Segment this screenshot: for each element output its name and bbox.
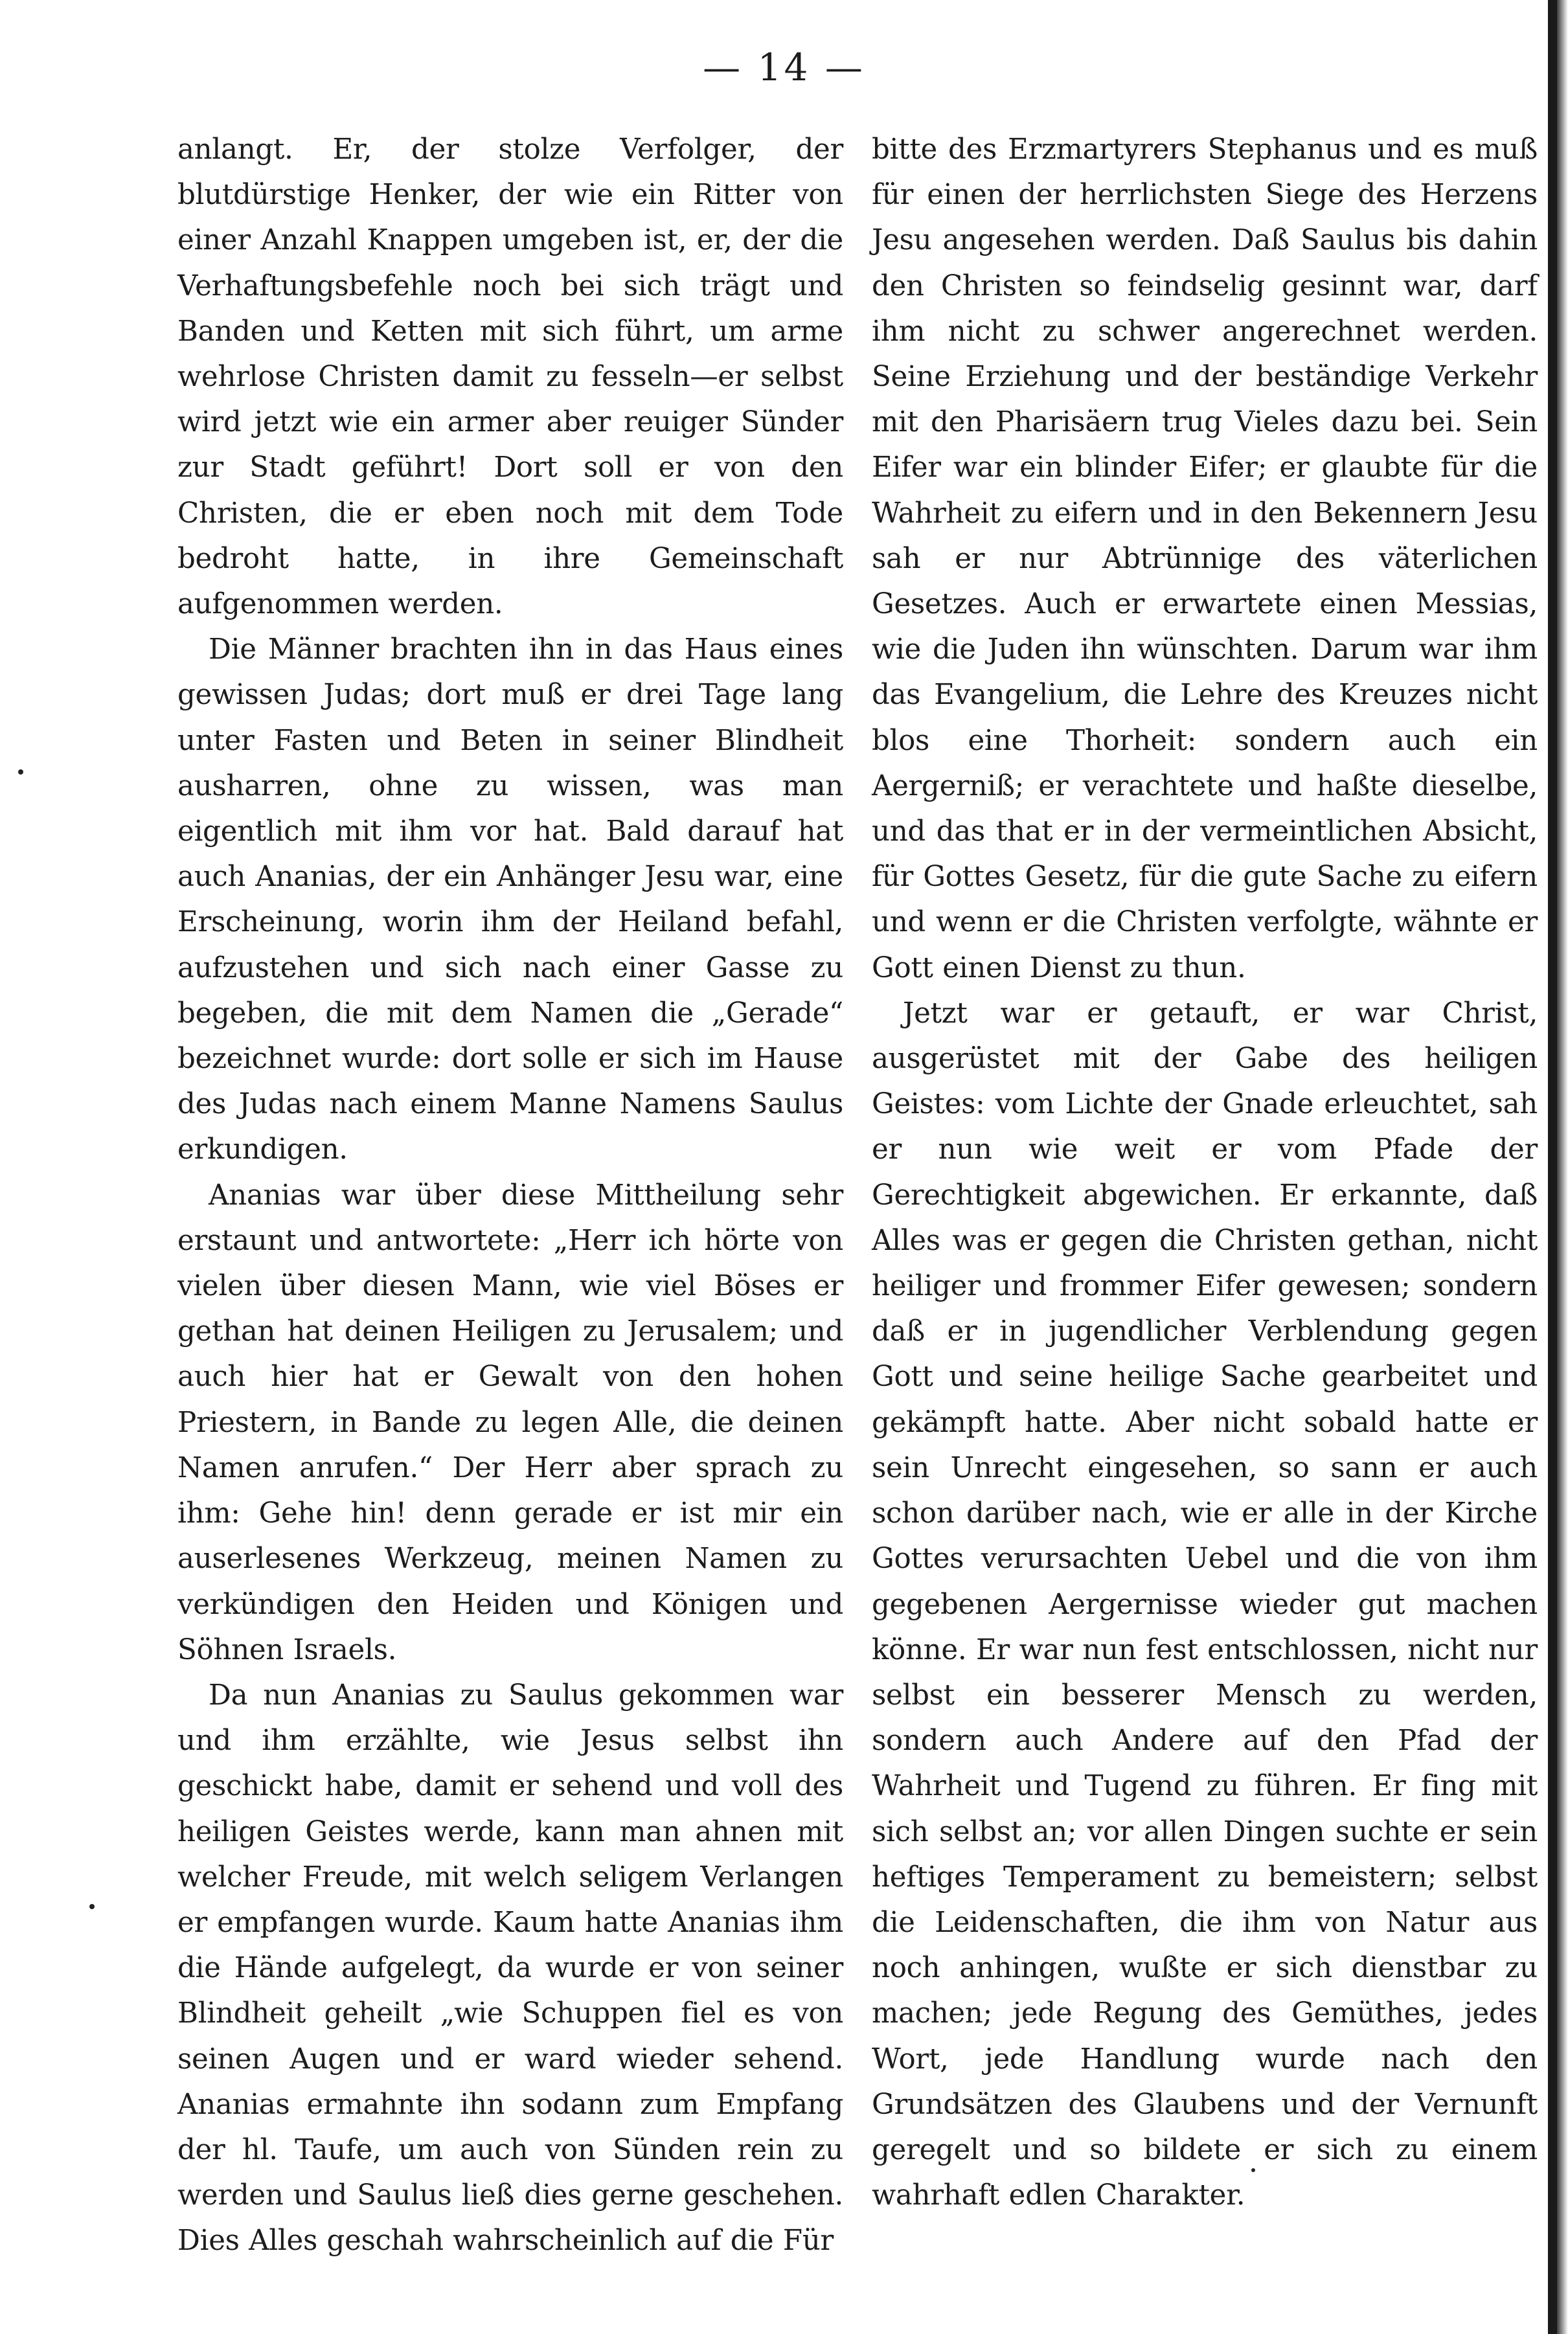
paragraph: Die Männer brachten ihn in das Haus eines gewissen Judas; dort muß er drei Tage lang unter Fasten und Beten in seiner Blindheit ausharren, ohne zu wissen, was man eigentlich mit ihm vor hat. Bald darauf hat auch Ananias, der ein Anhänger Jesu war, eine Erscheinung, worin ihm der Heiland befahl, aufzustehen und sich nach einer Gasse zu begeben, die mit dem Namen die „Gerade“ bezeichnet wurde: dort solle er sich im Hause des Judas nach einem Manne Namens Saulus erkundigen. — [177, 633, 843, 1166]
print-speck — [18, 769, 23, 775]
paragraph: Da nun Ananias zu Saulus gekommen war und ihm erzählte, wie Jesus selbst ihn geschickt habe, damit er sehend und voll des heiligen Geistes werde, kann man ahnen mit welcher Freude, mit welch seligem Verlangen er empfangen wurde. Kaum hatte Ananias ihm die Hände aufgelegt, da wurde er von seiner Blindheit geheilt „wie Schuppen fiel es von seinen Augen und er ward wieder sehend. Ananias ermahnte ihn sodann zum Empfang der hl. Taufe, um auch von Sünden rein zu werden und Saulus ließ dies gerne geschehen. Dies Alles geschah wahrscheinlich auf die Für — [177, 1679, 843, 2258]
print-speck — [1251, 2168, 1255, 2172]
binding-edge — [1548, 0, 1557, 2334]
print-speck — [89, 1904, 95, 1909]
left-column — [177, 127, 843, 2264]
binding-shadow — [1557, 0, 1568, 2334]
paragraph: bitte des Erzmartyrers Stephanus und es muß für einen der herrlichsten Siege des Herzens Jesu angesehen werden. Daß Saulus bis dahin den Christen so feindselig gesinnt war, darf ihm nicht zu schwer angerechnet werden. Seine Erziehung und der beständige Verkehr mit den Pharisäern trug Vieles dazu bei. Sein Eifer war ein blinder Eifer; er glaubte für die Wahrheit zu eifern und in den Bekennern Jesu sah er nur Abtrünnige des väterlichen Gesetzes. Auch er erwartete einen Messias, wie die Juden ihn wünschten. Darum war ihm das Evangelium, die Lehre des Kreuzes nicht blos eine Thorheit: sondern auch ein Aergerniß; er verachtete und haßte dieselbe, und das that er in der vermeintlichen Absicht, für Gottes Gesetz, für die gute Sache zu eifern und wenn er die Christen verfolgte, wähnte er Gott einen Dienst zu thun. — [872, 133, 1538, 984]
paragraph: Ananias war über diese Mittheilung sehr erstaunt und antwortete: „Herr ich hörte von vielen über diesen Mann, wie viel Böses er gethan hat deinen Heiligen zu Jerusalem; und auch hier hat er Gewalt von den hohen Priestern, in Bande zu legen Alle, die deinen Namen anrufen.“ Der Herr aber sprach zu ihm: Gehe hin! denn gerade er ist mir ein auserlesenes Werkzeug, meinen Namen zu verkündigen den Heiden und Königen und Söhnen Israels. — [177, 1179, 843, 1666]
right-column — [872, 127, 1538, 2218]
paragraph: anlangt. Er, der stolze Verfolger, der blutdürstige Henker, der wie ein Ritter von einer Anzahl Knappen umgeben ist, er, der die Verhaftungsbefehle noch bei sich trägt und Banden und Ketten mit sich führt, um arme wehrlose Christen damit zu fesseln—er selbst wird jetzt wie ein armer aber reuiger Sünder zur Stadt geführt! Dort soll er von den Christen, die er eben noch mit dem Tode bedroht hatte, in ihre Gemeinschaft aufgenommen werden. — [177, 133, 843, 621]
page-number: — 14 — — [703, 45, 865, 89]
paragraph: Jetzt war er getauft, er war Christ, ausgerüstet mit der Gabe des heiligen Geistes: vom Lichte der Gnade erleuchtet, sah er nun wie weit er vom Pfade der Gerechtigkeit abgewichen. Er erkannte, daß Alles was er gegen die Christen gethan, nicht heiliger und frommer Eifer gewesen; sondern daß er in jugendlicher Verblendung gegen Gott und seine heilige Sache gearbeitet und gekämpft hatte. Aber nicht sobald hatte er sein Unrecht eingesehen, so sann er auch schon darüber nach, wie er alle in der Kirche Gottes verursachten Uebel und die von ihm gegebenen Aergernisse wieder gut machen könne. Er war nun fest entschlossen, nicht nur selbst ein besserer Mensch zu werden, sondern auch Andere auf den Pfad der Wahrheit und Tugend zu führen. Er fing mit sich selbst an; vor allen Dingen suchte er sein heftiges Temperament zu bemeistern; selbst die Leidenschaften, die ihm von Natur aus noch anhingen, wußte er sich dienstbar zu machen; jede Regung des Gemüthes, jedes Wort, jede Handlung wurde nach den Grundsätzen des Glaubens und der Vernunft geregelt und so bildete er sich zu einem wahrhaft edlen Charakter. — [872, 997, 1538, 2212]
